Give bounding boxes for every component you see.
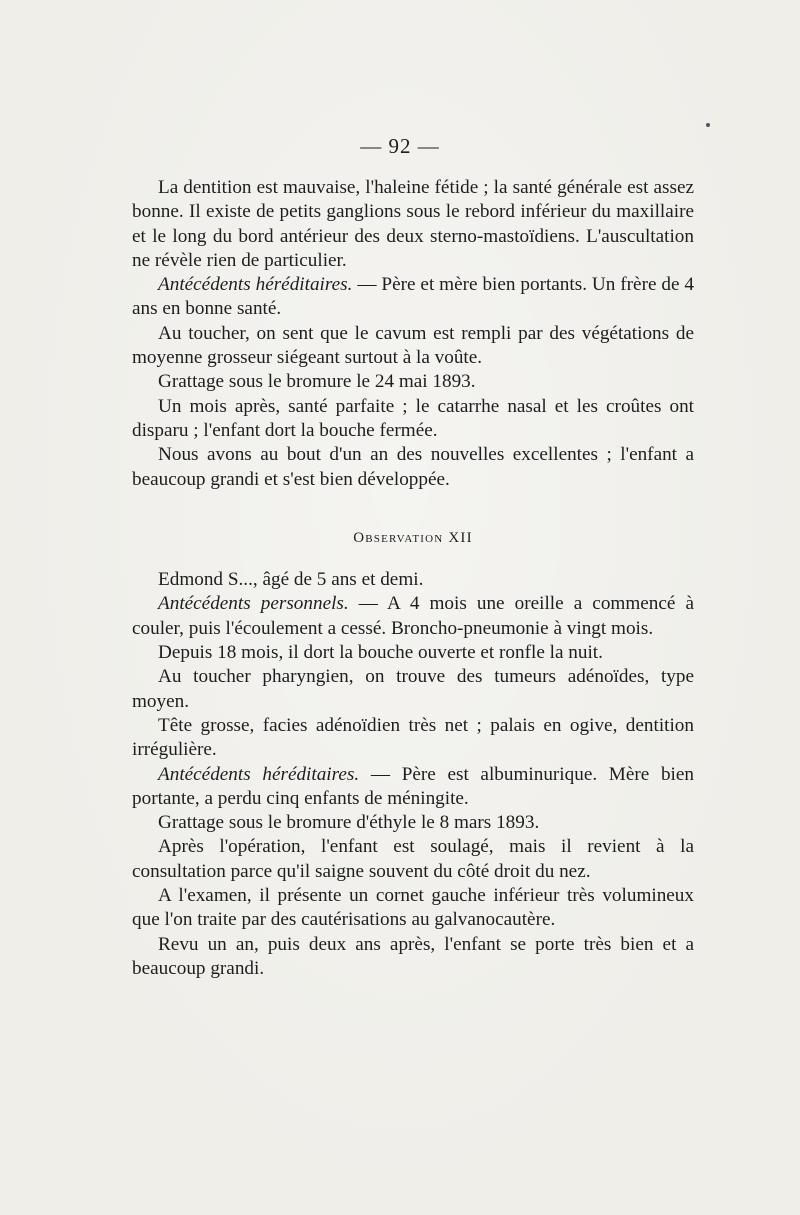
paragraph-grattage-1: Grattage sous le bromure le 24 mai 1893. [158, 371, 476, 393]
paragraph-toucher-1: Au toucher, on sent que le cavum est rempli par des végétations de moyenne grosseur siégeant surtout à la voûte. [132, 322, 694, 369]
paragraph-grattage-2: Grattage sous le bromure d'éthyle le 8 mars 1893. [158, 812, 540, 834]
paragraph-examen: A l'examen, il présente un cornet gauche inférieur très volumineux que l'on traite par des cautérisations au galvanocautère. [132, 885, 694, 931]
personal-label: Antécédents personnels. [158, 593, 349, 615]
paragraph-toucher-2: Au toucher pharyngien, on trouve des tumeurs adénoïdes, type moyen. [132, 666, 694, 712]
paragraph-dentition: La dentition est mauvaise, l'haleine fétide ; la santé générale est assez bonne. Il existe de petits ganglions sous le rebord inférieur du maxillaire et le long du bord antérieur des deux sterno-mastoïdiens. L'auscultation ne révèle rien de particulier. [132, 177, 694, 271]
paragraph-depuis: Depuis 18 mois, il dort la bouche ouverte et ronfle la nuit. [158, 642, 603, 664]
paragraph-nouvelles: Nous avons au bout d'un an des nouvelles excellentes ; l'enfant a beaucoup grandi et s'est bien développée. [132, 444, 694, 490]
paragraph-mois-apres: Un mois après, santé parfaite ; le catarrhe nasal et les croûtes ont disparu ; l'enfant dort la bouche fermée. [132, 395, 694, 441]
hereditary-label-1: Antécédents héréditaires. [158, 274, 353, 296]
paragraph-revu: Revu un an, puis deux ans après, l'enfant se porte très bien et a beaucoup grandi. [132, 933, 694, 979]
paragraph-patient: Edmond S..., âgé de 5 ans et demi. [158, 569, 424, 591]
paragraph-hereditary-1 [132, 273, 694, 322]
body-text [132, 176, 694, 981]
paragraph-operation: Après l'opération, l'enfant est soulagé, mais il revient à la consultation parce qu'il saigne souvent du côté droit du nez. [132, 836, 694, 882]
paragraph-personal [132, 592, 694, 641]
page-number: — 92 — [360, 134, 440, 158]
personal-text: — A 4 mois une oreille a commencé à couler, puis l'écoulement a cessé. Broncho-pneumonie à vingt mois. [132, 593, 694, 639]
hereditary-text-2: — Père est albuminurique. Mère bien portante, a perdu cinq enfants de méningite. [132, 763, 694, 809]
speck-mark [706, 123, 710, 127]
hereditary-text-1: — Père et mère bien portants. Un frère de 4 ans en bonne santé. [132, 274, 694, 320]
paragraph-tete: Tête grosse, facies adénoïdien très net ; palais en ogive, dentition irrégulière. [132, 714, 694, 761]
observation-heading: Observation XII [353, 529, 473, 546]
paragraph-hereditary-2 [132, 763, 694, 812]
hereditary-label-2: Antécédents héréditaires. [158, 763, 360, 785]
